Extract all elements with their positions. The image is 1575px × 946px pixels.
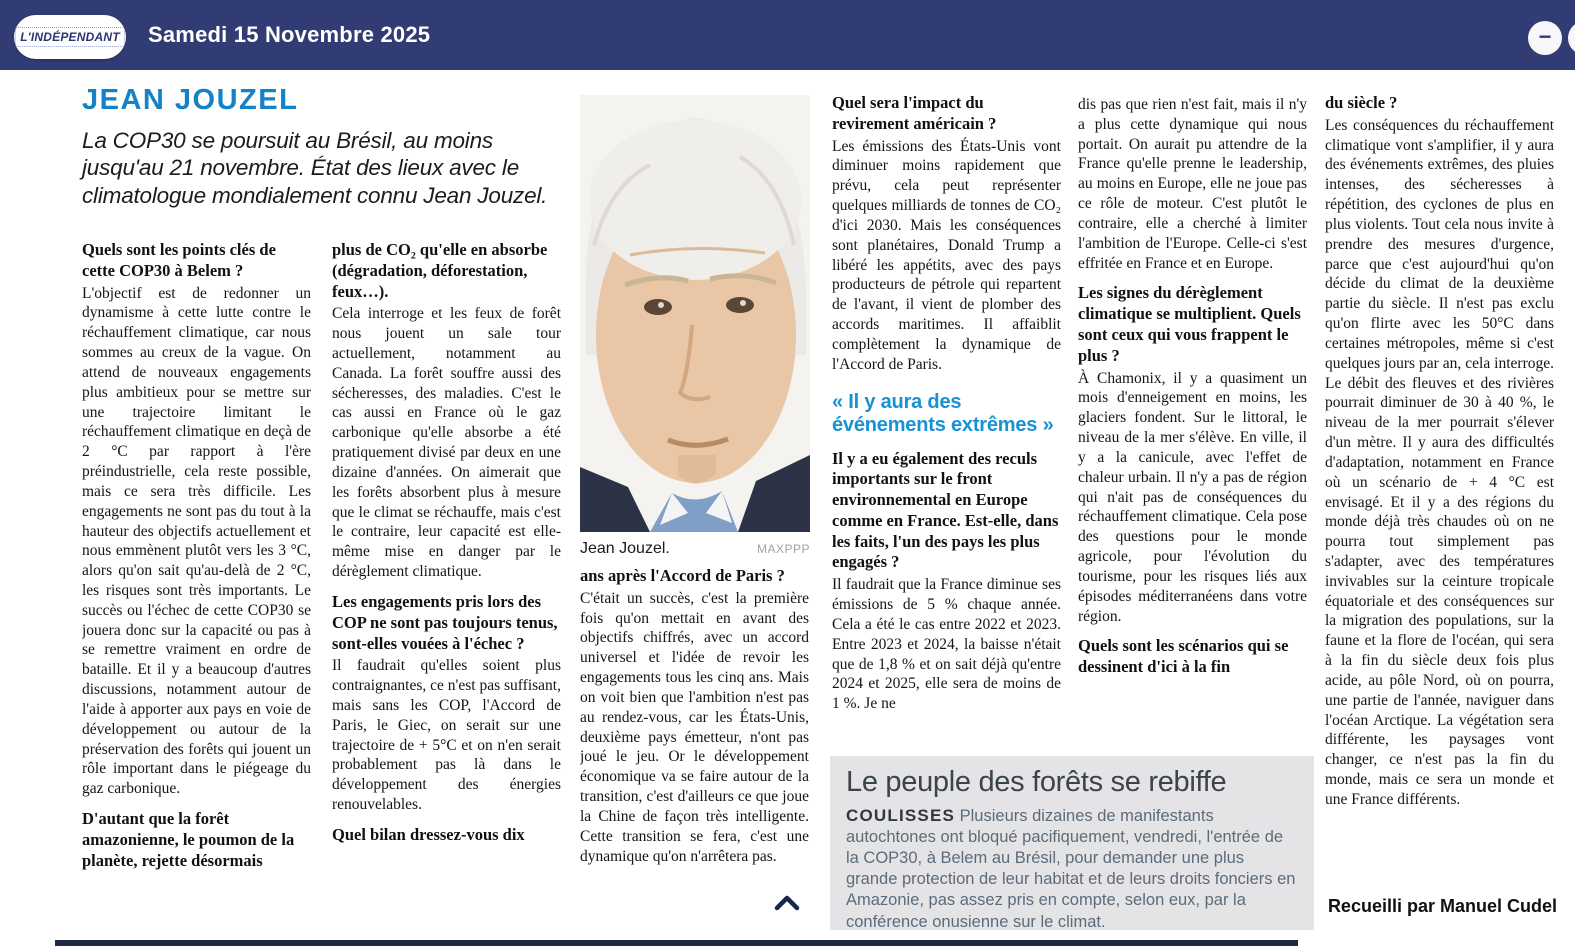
question-heading: Les signes du dérèglement climatique se multiplient. Quels sont ceux qui vous frappent le plus ? [1078, 283, 1301, 365]
article-column-2 [332, 240, 561, 946]
article-column-1 [82, 240, 311, 946]
answer-paragraph: Les émissions des États-Unis vont diminuer moins rapidement que prévu, cela peut représenter quelques milliards de tonnes de CO₂ d'ici 2030. Mais les conséquences sont planétaires, Donald Trump a libéré les appétits, avec des pays producteurs de pétrole qui repartent de l'avant, il vient de plomber des accords maritimes. Il affaiblit complètement la dynamique de l'Accord de Paris. [832, 137, 1061, 373]
edition-date: Samedi 15 Novembre 2025 [148, 22, 431, 47]
question-heading: D'autant que la forêt amazonienne, le poumon de la planète, rejette désormais [82, 809, 295, 870]
answer-paragraph: Il faudrait que la France diminue ses émissions de 5 % chaque année. Cela a été le cas entre 2022 et 2023. Entre 2023 et 2024, la baisse n'était que de 1,8 % et on sait déjà qu'entre 2024 et 2025, elle sera de moins de 1 %. Je ne [832, 576, 1061, 713]
article-standfirst: La COP30 se poursuit au Brésil, au moins jusqu'au 21 novembre. État des lieux avec le climatologue mondialement connu Jean Jouzel. [82, 128, 548, 208]
collapse-button[interactable] [772, 893, 802, 913]
brand-logo[interactable] [14, 15, 126, 59]
question-heading: Les engagements pris lors des COP ne sont pas toujours tenus, sont-elles vouées à l'échec ? [332, 591, 558, 653]
photo-credit: MAXPPP [756, 542, 810, 556]
box-text: Plusieurs dizaines de manifestants autochtones ont bloqué pacifiquement, vendredi, l'entrée de la COP30, à Belem au Brésil, pour demander une plus grande protection de leur habitat et de leurs droits fonciers en Amazonie, pas assez pris en compte, selon eux, par la conférence onusienne sur le climat. [846, 807, 1296, 930]
answer-paragraph: L'objectif est de redonner un dynamisme à cette lutte contre le réchauffement climatique, car nous sommes au creux de la vague. On attend de nouveaux engagements plus ambitieux pour se mettre sur une trajectoire limitant le réchauffement climatique en deçà de 2 °C par rapport à l'ère préindustrielle, cela reste possible, mais ce sera très difficile. Les engagements ne sont pas du tout à la hauteur des objectifs actuellement et nous emmènent plutôt vers les 3 °C, alors qu'on sait qu'au-delà de 2 °C, les risques sont très importants. Le succès ou l'échec de cette COP30 se jouera donc sur la capacité ou pas à se remettre vraiment en ordre de bataille. Et il y a beaucoup d'autres discussions, notamment autour de l'aide à apporter aux pays en voie de développement ou autour de la préservation des forêts qui jouent un rôle important dans le piégeage du gaz carbonique. [82, 284, 311, 798]
article-column-4 [832, 93, 1061, 753]
question-heading: Quels sont les scénarios qui se dessinent d'ici à la fin [1078, 636, 1289, 677]
coulisses-box [830, 756, 1314, 930]
pull-quote: « Il y aura des événements extrêmes » [832, 390, 1054, 436]
question-heading: Quels sont les points clés de cette COP30 à Belem ? [82, 240, 276, 280]
article-kicker: JEAN JOUZEL [82, 84, 299, 116]
article-column-5 [1078, 93, 1307, 753]
bottom-rule [55, 940, 1298, 946]
portrait-photo [580, 95, 810, 532]
answer-paragraph: Cela interroge et les feux de forêt nous jouent un sale tour actuellement, notamment au Canada. La forêt souffre aussi des sécheresses, des maladies. C'est le cas aussi en France où le gaz carbonique qu'elle absorbe a été pratiquement divisé par deux en une dizaine d'années. On aimerait que les forêts absorbent plus à mesure que le climat se réchauffe, mais c'est le contraire, leur capacité est elle-même mise en danger par le dérèglement climatique. [332, 305, 561, 581]
minimize-button[interactable] [1528, 21, 1562, 55]
byline: Recueilli par Manuel Cudel [1327, 896, 1557, 916]
answer-paragraph: Il faudrait qu'elles soient plus contraignantes, ce n'est pas suffisant, mais sans les COP, l'Accord de Paris, le Giec, on serait sur une trajectoire de + 5°C et on n'en serait probablement pas là dans le développement des énergies renouvelables. [332, 657, 561, 814]
answer-paragraph: À Chamonix, il y a quasiment un mois d'enneigement en moins, les glaciers fondent. Sur le littoral, le niveau de la mer s'élève. En ville, il y a la canicule, avec l'effet de chaleur urbain. Il n'y a pas de région qui n'ait pas de conséquences du réchauffement climatique. Cela pose des questions pour le monde agricole, pour l'évolution du tourisme, pour les risques liés aux épisodes méditerranéens dans votre région. [1078, 369, 1307, 625]
box-body [846, 805, 1298, 930]
article-column-3 [580, 566, 809, 918]
clipped-control-button[interactable] [1568, 21, 1575, 55]
answer-paragraph: C'était un succès, c'est la première fois qu'on mettait en avant des objectifs chiffrés, avec un accord universel et l'idée de revoir les engagements tous les cinq ans. Mais on voit bien que l'ambition n'est pas au rendez-vous, car les États-Unis, deuxième pays émetteur, n'ont pas joué le jeu. Or le développement économique va se faire autour de la transition, c'est d'ailleurs ce que joue la Chine de façon très intelligente. Cette transition se fera, c'est une dynamique qu'on n'arrêtera pas. [580, 589, 809, 865]
article-column-6 [1325, 93, 1554, 893]
answer-paragraph: dis pas que rien n'est fait, mais il n'y a plus cette dynamique qui nous portait. On aurait pu attendre de la France qu'elle prenne le leadership, au moins en Europe, elle ne joue pas ce rôle de moteur. C'est plutôt le contraire, elle a cherché à limiter l'ambition de l'Europe. Celle-ci s'est effritée en France et en Europe. [1078, 96, 1307, 272]
masthead-bar [0, 0, 1575, 70]
question-heading: Quel bilan dressez-vous dix [332, 824, 525, 844]
photo-caption-row [580, 540, 810, 558]
photo-caption: Jean Jouzel. [580, 540, 670, 557]
box-kicker: COULISSES [846, 806, 956, 825]
answer-paragraph: Les conséquences du réchauffement climatique vont s'amplifier, il y aura des événements extrêmes, des pluies intenses, des sécheresses à répétition, des cyclones de plus en plus violents. Tout cela nous invite à prendre des mesures d'urgence, parce que c'est aujourd'hui qu'on décide du climat de la deuxième partie du siècle. Il n'est pas exclu qu'on flirte avec les 50°C dans certaines métropoles, même si c'est quelques jours par an, cela interroge. Le débit des fleuves et des rivières pourrait diminuer de 30 à 40 %, le niveau de la mer pourrait s'élever d'un mètre. Il y aura des difficultés d'adaptation, notamment en France où un scénario de + 4 °C est envisagé. Et il y a des régions du monde déjà très chaudes où on ne pourra tout simplement pas s'adapter, avec des températures invivables sur la ceinture tropicale équatoriale et des conséquences sur la migration des populations, sur la faune et la flore de l'océan, qui sera à la fin du siècle deux fois plus acide, au pôle Nord, où on pourra, une partie de l'année, naviguer dans l'océan Arctique. La végétation sera différente, les paysages vont changer, ce n'est pas la fin du monde, mais ce sera un monde et une France différents. [1325, 116, 1554, 808]
jean-jouzel-portrait-illustration [580, 95, 810, 532]
minus-icon: − [1538, 24, 1552, 49]
chevron-up-icon [774, 895, 800, 911]
question-heading: du siècle ? [1325, 93, 1398, 112]
question-heading: Quel sera l'impact du revirement américain ? [832, 93, 997, 133]
question-heading: Il y a eu également des reculs importants sur le front environnemental en Europe comme en France. Est-elle, dans les faits, l'un des pays les plus engagés ? [832, 448, 1059, 572]
brand-logo-label: L'INDÉPENDANT [15, 27, 124, 47]
question-heading: ans après l'Accord de Paris ? [580, 566, 785, 585]
article-header [82, 84, 560, 209]
question-heading: plus de CO₂ qu'elle en absorbe (dégradation, déforestation, feux…). [332, 240, 548, 301]
box-title: Le peuple des forêts se rebiffe [846, 766, 1227, 798]
